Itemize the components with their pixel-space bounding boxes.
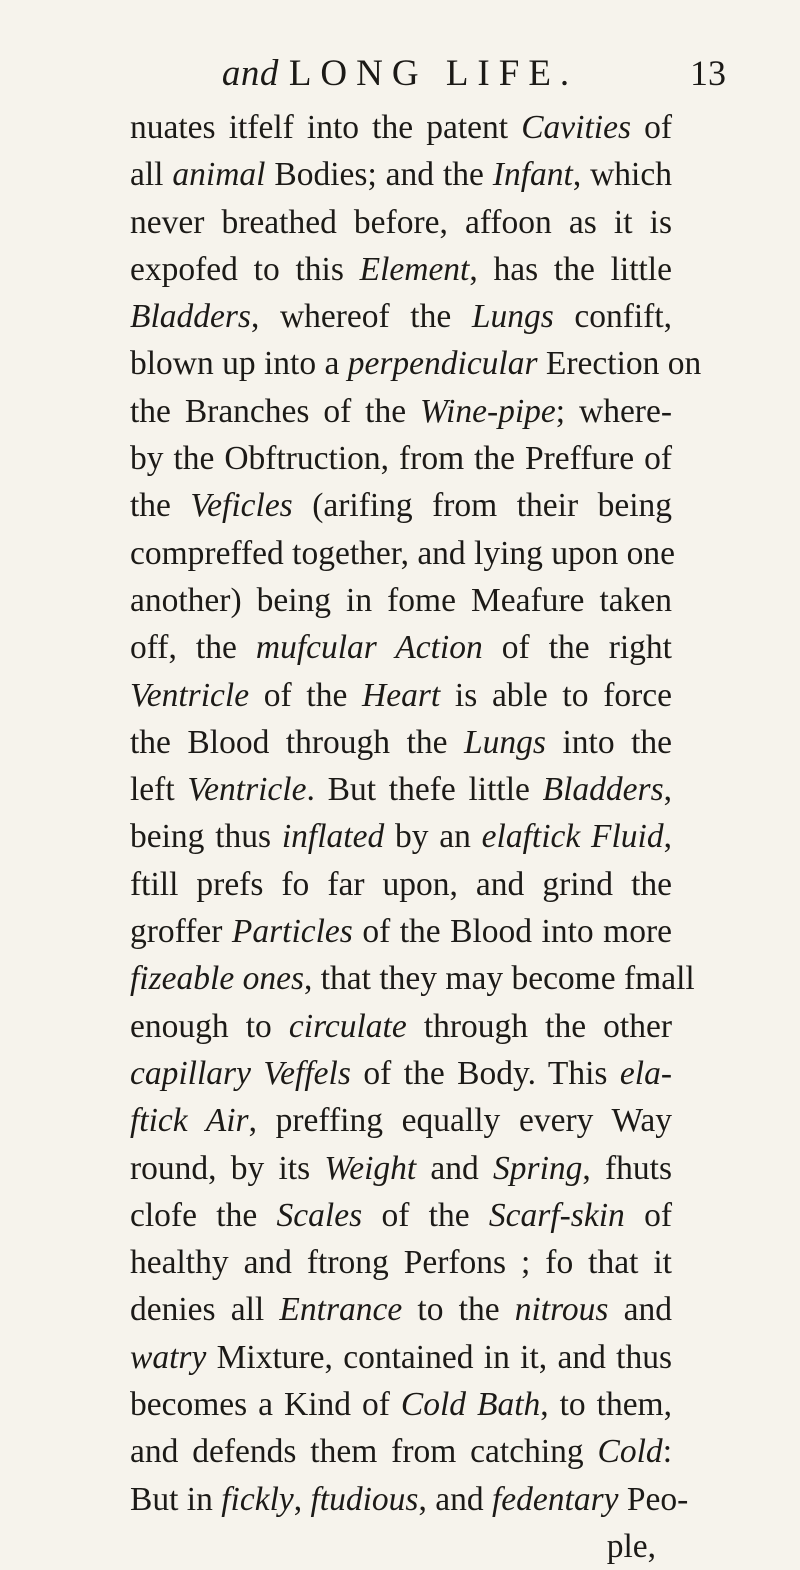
text-line: off, the mufcular Action of the right: [130, 629, 672, 667]
text-line: But in fickly, ftudious, and fedentary Peo-: [130, 1480, 689, 1518]
text-line: being thus inflated by an elaftick Fluid,: [130, 818, 672, 856]
text-body: [130, 104, 702, 1570]
page-number: 13: [690, 53, 726, 93]
text-line: nuates itfelf into the patent Cavities of: [130, 109, 673, 146]
text-line: groffer Particles of the Blood into more: [130, 913, 672, 951]
text-line: left Ventricle. But thefe little Bladders,: [130, 771, 672, 809]
text-line: healthy and ftrong Perfons ; fo that it: [130, 1244, 672, 1282]
text-line: fizeable ones, that they may become fmall: [130, 960, 695, 998]
running-head-italic: and: [221, 53, 279, 94]
text-line: all animal Bodies; and the Infant, which: [130, 156, 672, 194]
text-line: blown up into a perpendicular Erection on: [130, 345, 702, 383]
text-line: compreffed together, and lying upon one: [130, 534, 676, 572]
text-line: watry Mixture, contained in it, and thus: [130, 1338, 672, 1376]
text-line: by the Obftruction, from the Preffure of: [130, 440, 672, 478]
running-head: [0, 52, 800, 95]
running-head-title: LONG LIFE.: [288, 53, 579, 94]
text-line: ftick Air, preffing equally every Way: [130, 1102, 672, 1140]
text-line: denies all Entrance to the nitrous and: [130, 1291, 672, 1329]
page-header: [0, 52, 800, 102]
text-line: clofe the Scales of the Scarf-skin of: [130, 1196, 672, 1234]
text-line: expofed to this Element, has the little: [130, 250, 672, 288]
text-line: Bladders, whereof the Lungs confift,: [130, 298, 673, 336]
text-line: becomes a Kind of Cold Bath, to them,: [130, 1386, 672, 1424]
text-line: capillary Veffels of the Body. This ela-: [130, 1054, 672, 1092]
text-line: the Branches of the Wine-pipe; where-: [130, 392, 672, 430]
text-line: the Veficles (arifing from their being: [130, 487, 672, 525]
text-line: ple,: [606, 1527, 656, 1565]
text-line: Ventricle of the Heart is able to force: [130, 676, 672, 714]
text-line: never breathed before, affoon as it is: [130, 203, 672, 241]
text-line: enough to circulate through the other: [130, 1007, 672, 1045]
text-line: another) being in fome Meafure taken: [130, 581, 672, 619]
text-line: round, by its Weight and Spring, fhuts: [130, 1149, 672, 1187]
text-line: and defends them from catching Cold:: [130, 1433, 672, 1471]
text-line: ftill prefs fo far upon, and grind the: [130, 865, 672, 903]
text-line: the Blood through the Lungs into the: [130, 723, 672, 761]
